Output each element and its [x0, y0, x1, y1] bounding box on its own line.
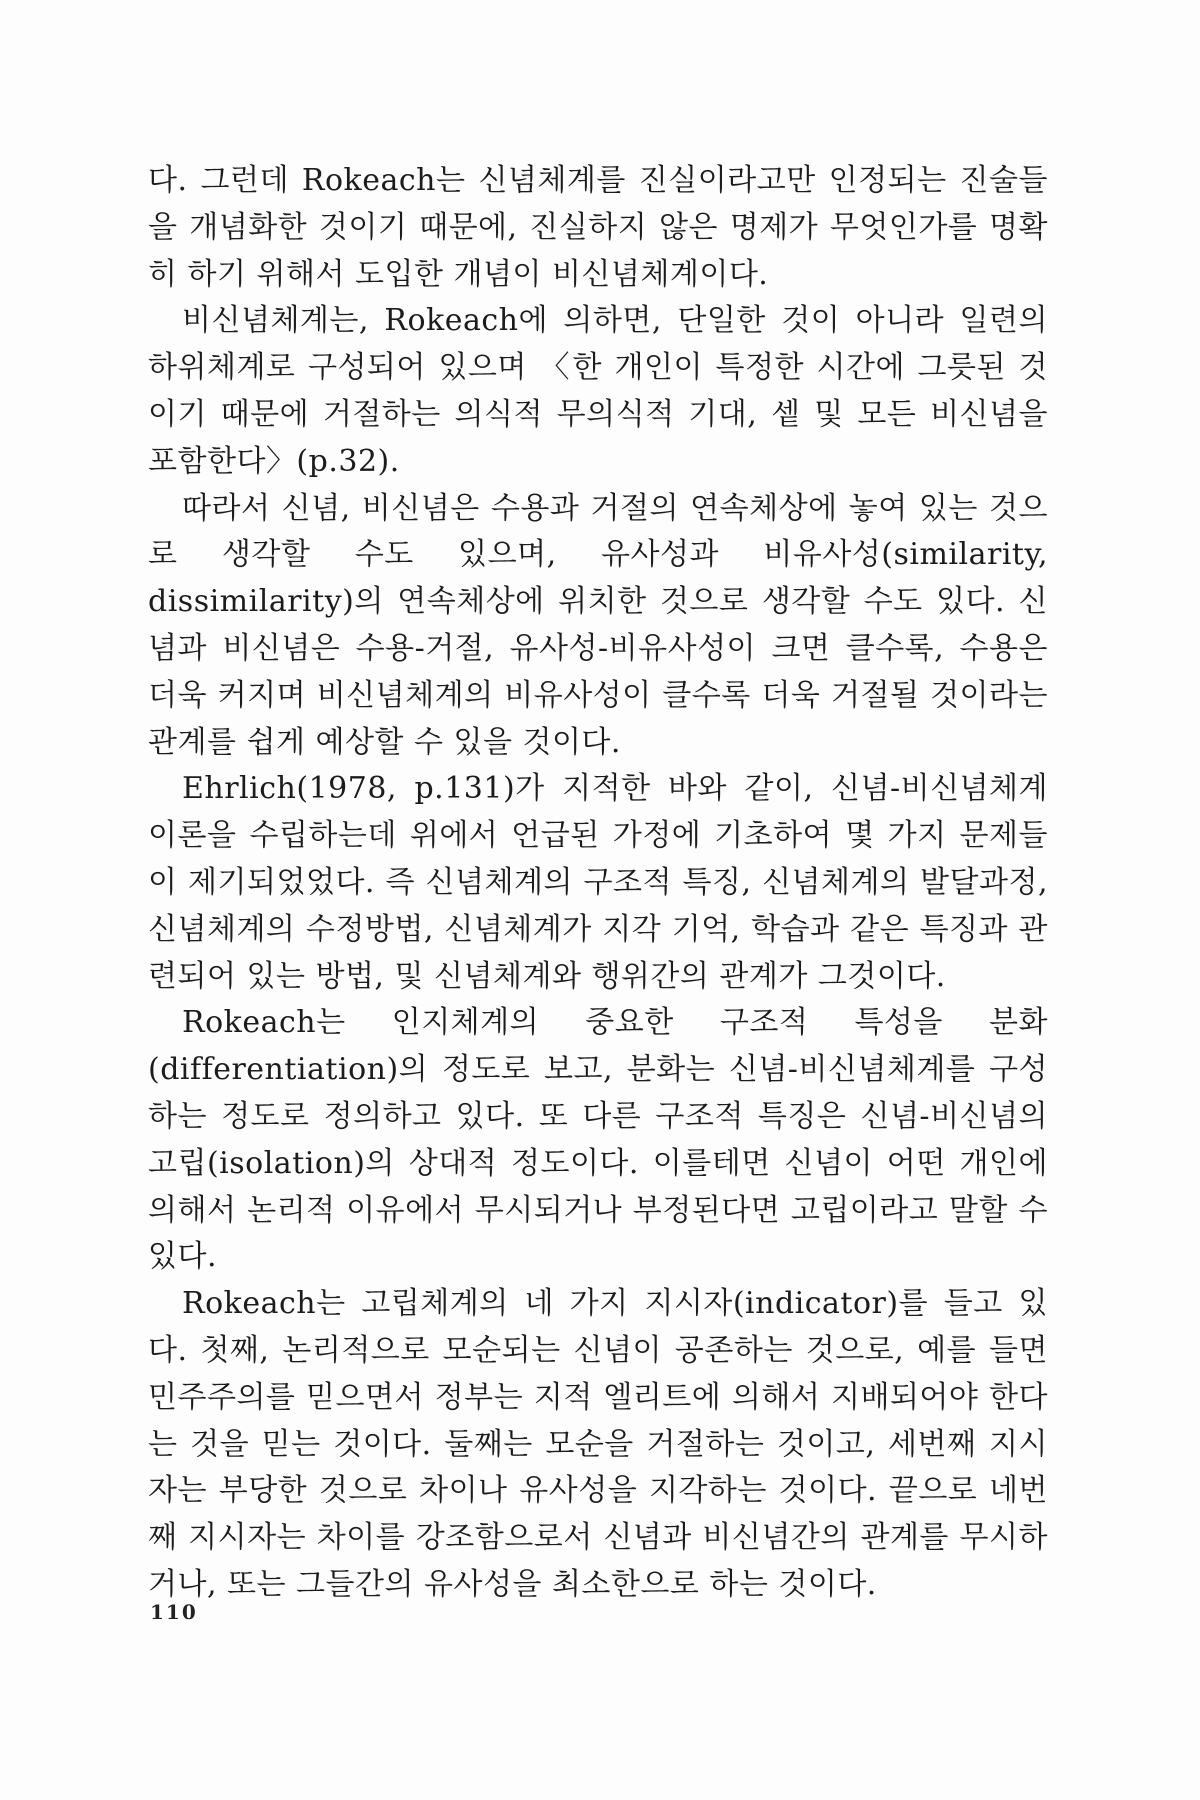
paragraph-3: 따라서 신념, 비신념은 수용과 거절의 연속체상에 놓여 있는 것으로 생각할 수도 있으며, 유사성과 비유사성(similarity, dissimilarity)의 연속체상에 위치한 것으로 생각할 수도 있다. 신념과 비신념은 수용-거절, 유사성-비유사성이 크면 클수록, 수용은 더욱 커지며 비신념체계의 비유사성이 클수록 더욱 거절될 것이라는 관계를 쉽게 예상할 수 있을 것이다. [148, 490, 1048, 760]
paragraph-4: Ehrlich(1978, p.131)가 지적한 바와 같이, 신념-비신념체계 이론을 수립하는데 위에서 언급된 가정에 기초하여 몇 가지 문제들이 제기되었었다. 즉 신념체계의 구조적 특징, 신념체계의 발달과정, 신념체계의 수정방법, 신념체계가 지각 기억, 학습과 같은 특징과 관련되어 있는 방법, 및 신념체계와 행위간의 관계가 그것이다. [148, 771, 1048, 994]
paragraph-2: 비신념체계는, Rokeach에 의하면, 단일한 것이 아니라 일련의 하위체계로 구성되어 있으며 〈한 개인이 특정한 시간에 그릇된 것이기 때문에 거절하는 의식적 무의식적 기대, 셑 및 모든 비신념을 포함한다〉(p.32). [148, 303, 1048, 479]
page-number: 110 [150, 1600, 198, 1624]
paragraph-6: Rokeach는 고립체계의 네 가지 지시자(indicator)를 들고 있다. 첫째, 논리적으로 모순되는 신념이 공존하는 것으로, 예를 들면 민주주의를 믿으면서 정부는 지적 엘리트에 의해서 지배되어야 한다는 것을 믿는 것이다. 둘째는 모순을 거절하는 것이고, 세번째 지시자는 부당한 것으로 차이나 유사성을 지각하는 것이다. 끝으로 네번째 지시자는 차이를 강조함으로서 신념과 비신념간의 관계를 무시하거나, 또는 그들간의 유사성을 최소한으로 하는 것이다. [148, 1286, 1048, 1602]
paragraph-5: Rokeach는 인지체계의 중요한 구조적 특성을 분화(differentiation)의 정도로 보고, 분화는 신념-비신념체계를 구성하는 정도로 정의하고 있다. 또 다른 구조적 특징은 신념-비신념의 고립(isolation)의 상대적 정도이다. 이를테면 신념이 어떤 개인에 의해서 논리적 이유에서 무시되거나 부정된다면 고립이라고 말할 수 있다. [148, 1005, 1048, 1275]
body-text [148, 158, 1048, 1609]
paragraph-1: 다. 그런데 Rokeach는 신념체계를 진실이라고만 인정되는 진술들을 개념화한 것이기 때문에, 진실하지 않은 명제가 무엇인가를 명확히 하기 위해서 도입한 개념이 비신념체계이다. [148, 163, 1048, 292]
